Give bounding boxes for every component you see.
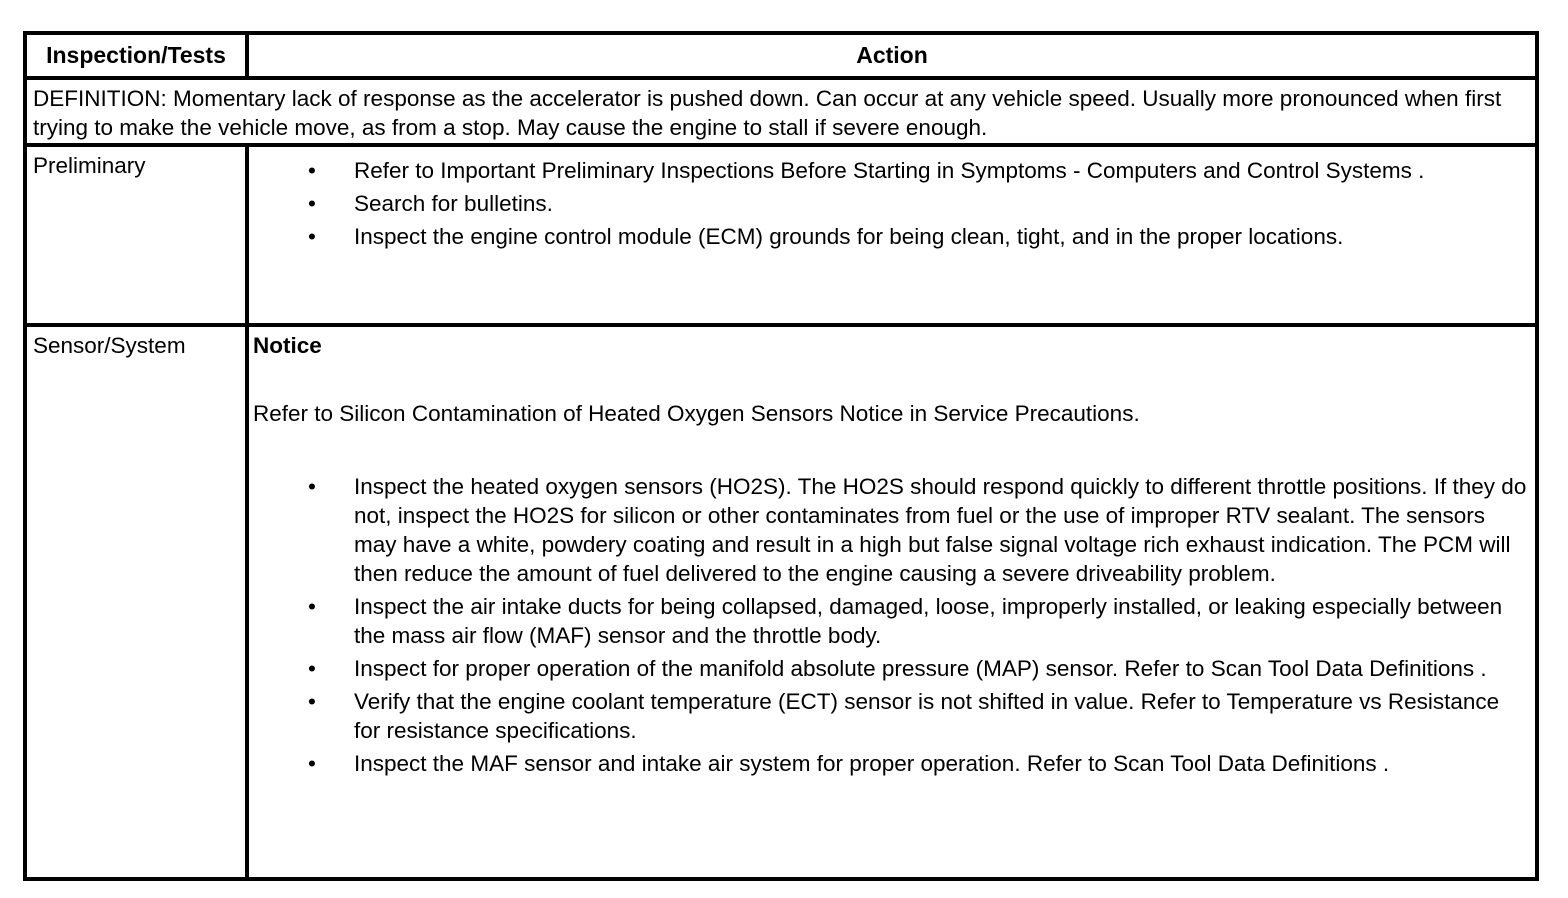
bullet-icon: • xyxy=(308,751,316,776)
list-item xyxy=(253,189,1527,218)
header-column-divider xyxy=(245,35,249,76)
row-label-sensor-system: Sensor/System xyxy=(33,333,186,358)
list-item xyxy=(253,156,1527,185)
bullet-icon: • xyxy=(308,224,316,249)
preliminary-actions xyxy=(253,156,1527,255)
sensor-system-actions xyxy=(253,331,1527,782)
bullet-icon: • xyxy=(308,594,316,619)
list-item xyxy=(253,687,1527,745)
list-item-text: Search for bulletins. xyxy=(354,191,553,216)
definition-divider xyxy=(27,143,1535,147)
preliminary-bullet-list xyxy=(253,156,1527,251)
bullet-icon: • xyxy=(308,689,316,714)
list-item-text: Inspect the air intake ducts for being collapsed, damaged, loose, improperly installed, or leaking especially between the mass air flow (MAF) sensor and the throttle body. xyxy=(354,594,1503,648)
list-item-text: Inspect the MAF sensor and intake air system for proper operation. Refer to Scan Tool Data Definitions . xyxy=(354,751,1390,776)
header-action: Action xyxy=(856,42,928,68)
preliminary-divider xyxy=(27,323,1535,327)
list-item xyxy=(253,472,1527,588)
notice-title: Notice xyxy=(253,333,322,358)
diagnostic-table xyxy=(23,31,1539,881)
list-item xyxy=(253,592,1527,650)
bullet-icon: • xyxy=(308,191,316,216)
list-item-text: Inspect the engine control module (ECM) grounds for being clean, tight, and in the proper locations. xyxy=(354,224,1344,249)
list-item-text: Inspect for proper operation of the manifold absolute pressure (MAP) sensor. Refer to Scan Tool Data Definitions . xyxy=(354,656,1487,681)
bullet-icon: • xyxy=(308,656,316,681)
list-item-text: Refer to Important Preliminary Inspections Before Starting in Symptoms - Computers and Control Systems . xyxy=(354,158,1425,183)
bullet-icon: • xyxy=(308,158,316,183)
bullet-icon: • xyxy=(308,474,316,499)
list-item-text: Inspect the heated oxygen sensors (HO2S). The HO2S should respond quickly to different throttle positions. If they do not, inspect the HO2S for silicon or other contaminates from fuel or the use of improper RTV sealant. The sensors may have a white, powdery coating and result in a high but false signal voltage rich exhaust indication. The PCM will then reduce the amount of fuel delivered to the engine causing a severe driveability problem. xyxy=(354,474,1527,586)
list-item xyxy=(253,749,1527,778)
definition-text: DEFINITION: Momentary lack of response as the accelerator is pushed down. Can occur at any vehicle speed. Usually more pronounced when first trying to make the vehicle move, as from a stop. May cause the engine to stall if severe enough. xyxy=(33,86,1502,140)
header-inspection-tests: Inspection/Tests xyxy=(46,42,226,68)
header-divider xyxy=(27,76,1535,80)
sensor-bullet-list xyxy=(253,472,1527,778)
notice-text: Refer to Silicon Contamination of Heated Oxygen Sensors Notice in Service Precautions. xyxy=(253,401,1140,426)
row-label-preliminary: Preliminary xyxy=(33,153,146,178)
list-item xyxy=(253,222,1527,251)
list-item xyxy=(253,654,1527,683)
body-column-divider xyxy=(245,143,249,877)
list-item-text: Verify that the engine coolant temperature (ECT) sensor is not shifted in value. Refer to Temperature vs Resistance for resistance specifications. xyxy=(354,689,1500,743)
